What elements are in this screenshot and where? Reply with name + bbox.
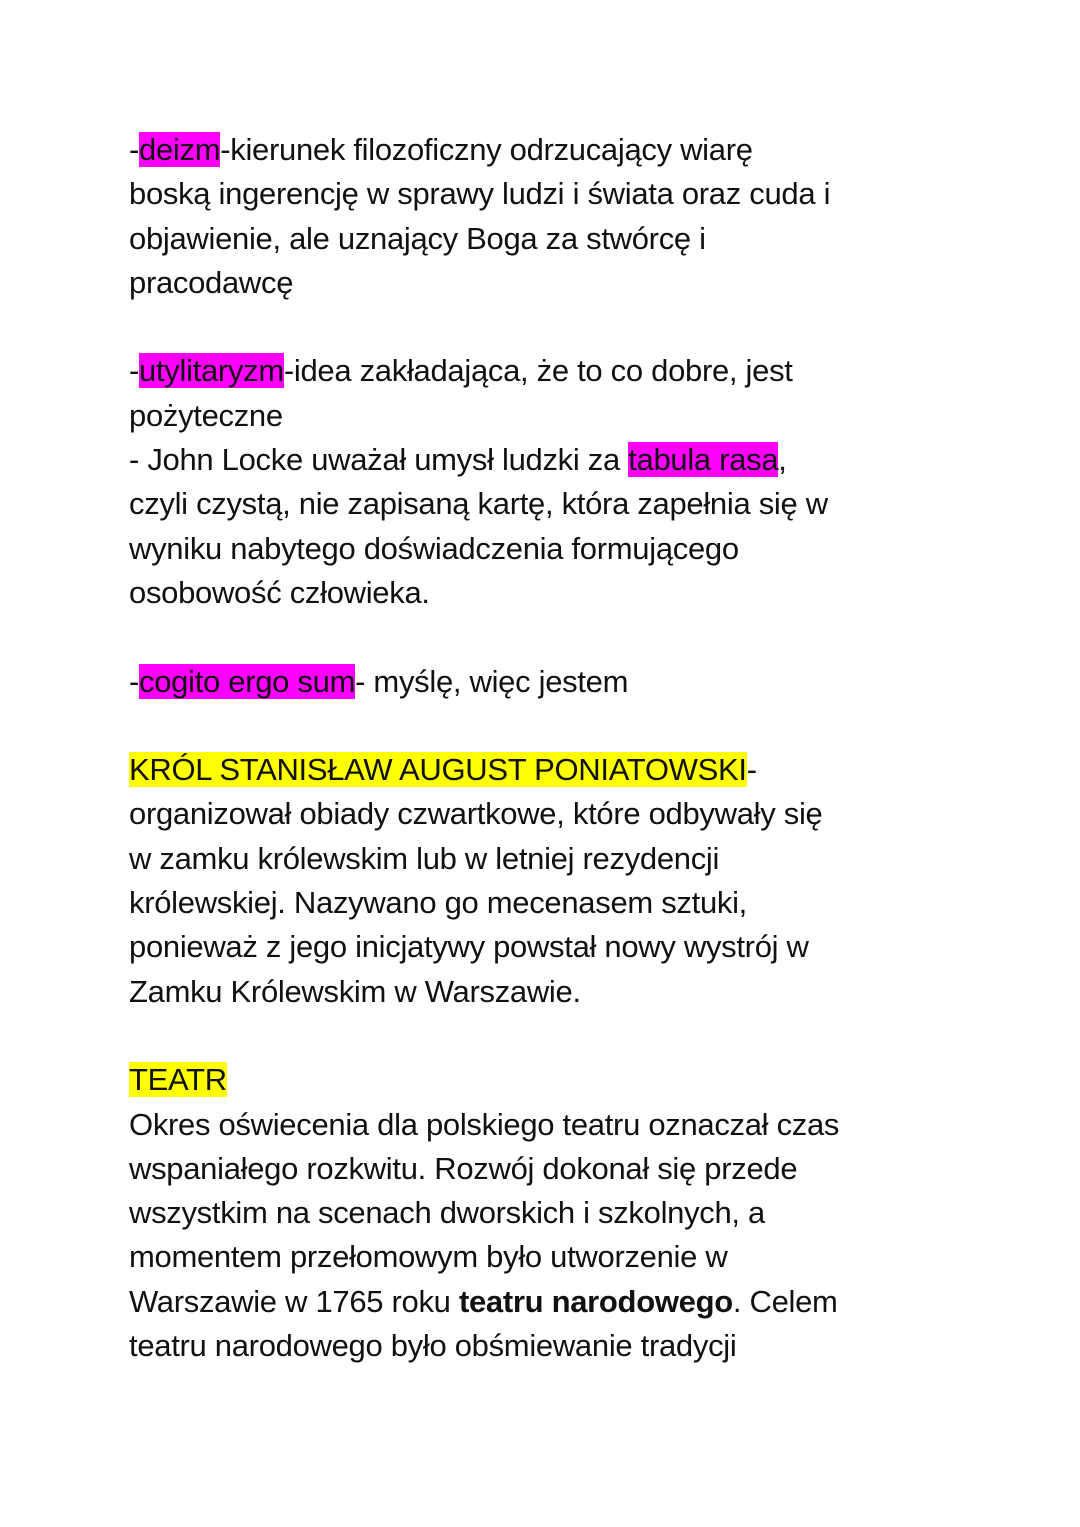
text-line bbox=[129, 349, 989, 393]
text-line: ponieważ z jego inicjatywy powstał nowy wystrój w bbox=[129, 929, 809, 965]
document-page bbox=[129, 128, 989, 1368]
definition-deizm bbox=[129, 128, 989, 305]
text-line: w zamku królewskim lub w letniej rezydencji bbox=[129, 840, 720, 876]
text-line bbox=[129, 1280, 989, 1324]
text: , bbox=[778, 442, 787, 478]
spacer bbox=[129, 305, 989, 349]
section-heading: KRÓL STANISŁAW AUGUST PONIATOWSKI bbox=[129, 752, 747, 788]
note-john-locke bbox=[129, 438, 989, 615]
dash: - bbox=[129, 663, 140, 699]
highlighted-term: utylitaryzm bbox=[139, 353, 284, 389]
text: - John Locke uważał umysł ludzki za bbox=[129, 442, 629, 478]
text-line bbox=[129, 660, 989, 704]
text: -kierunek filozoficzny odrzucający wiarę bbox=[220, 132, 753, 167]
text: - myślę, więc jestem bbox=[355, 663, 629, 699]
text-line: Zamku Królewskim w Warszawie. bbox=[129, 973, 581, 1009]
text-line: królewskiej. Nazywano go mecenasem sztuki, bbox=[129, 885, 747, 921]
dash: - bbox=[746, 752, 757, 788]
text-line bbox=[129, 128, 989, 172]
text-line: osobowość człowieka. bbox=[129, 574, 430, 610]
text-line: czyli czystą, nie zapisaną kartę, która zapełnia się w bbox=[129, 486, 828, 522]
text: Warszawie w 1765 roku bbox=[129, 1283, 459, 1319]
text-line: pożyteczne bbox=[129, 397, 283, 433]
text-line bbox=[129, 438, 989, 482]
highlighted-term: tabula rasa bbox=[628, 442, 779, 478]
section-krol bbox=[129, 748, 989, 1014]
spacer bbox=[129, 615, 989, 659]
bold-term: teatru narodowego bbox=[458, 1283, 733, 1319]
dash: - bbox=[129, 132, 140, 167]
section-heading-line bbox=[129, 1058, 989, 1102]
text-line: wyniku nabytego doświadczenia formującego bbox=[129, 530, 739, 566]
section-teatr bbox=[129, 1058, 989, 1368]
text: . Celem bbox=[732, 1283, 838, 1319]
text-line: Okres oświecenia dla polskiego teatru oznaczał czas bbox=[129, 1106, 840, 1142]
text-line: wszystkim na scenach dworskich i szkolnych, a bbox=[129, 1195, 766, 1231]
spacer bbox=[129, 1014, 989, 1058]
highlighted-term: deizm bbox=[139, 132, 221, 167]
section-heading: TEATR bbox=[129, 1062, 227, 1098]
spacer bbox=[129, 704, 989, 748]
definition-cogito bbox=[129, 660, 989, 704]
section-heading-line bbox=[129, 748, 989, 792]
dash: - bbox=[129, 353, 140, 389]
text-line: wspaniałego rozkwitu. Rozwój dokonał się przede bbox=[129, 1150, 798, 1186]
text-line: momentem przełomowym było utworzenie w bbox=[129, 1239, 728, 1275]
text-line: organizował obiady czwartkowe, które odbywały się bbox=[129, 796, 823, 832]
text-line: objawienie, ale uznający Boga za stwórcę i bbox=[129, 220, 706, 256]
text: -idea zakładająca, że to co dobre, jest bbox=[283, 353, 793, 389]
definition-utylitaryzm bbox=[129, 349, 989, 438]
text-line: boską ingerencję w sprawy ludzi i świata oraz cuda i bbox=[129, 176, 831, 212]
text-line: teatru narodowego było obśmiewanie tradycji bbox=[129, 1328, 737, 1364]
highlighted-term: cogito ergo sum bbox=[139, 663, 356, 699]
text-line: pracodawcę bbox=[129, 264, 294, 300]
